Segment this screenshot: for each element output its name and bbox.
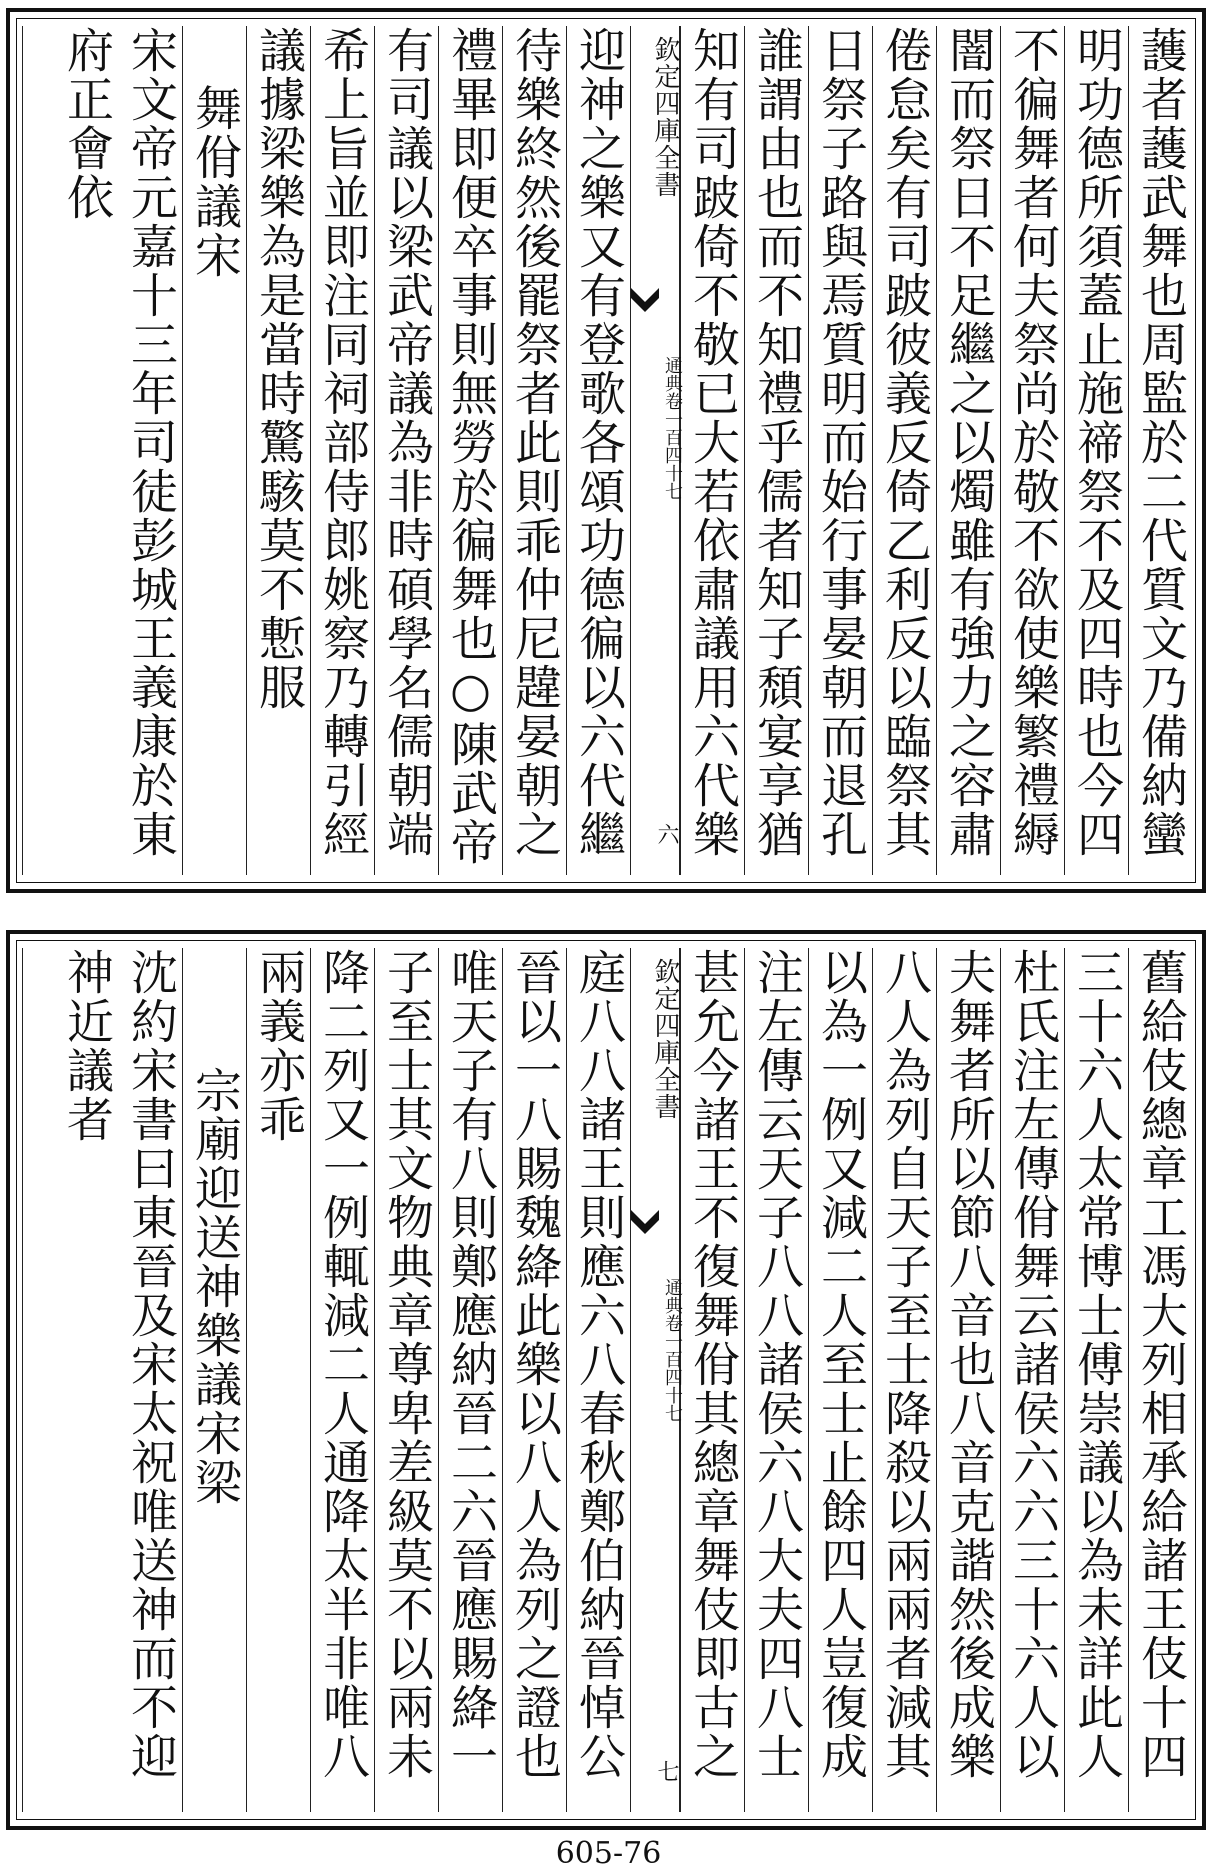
text-column: 不徧舞者何夫祭尚於敬不欲使樂繁禮縟 (1000, 26, 1064, 875)
book-title: 欽定四庫全書 (650, 36, 680, 198)
text-column: 宋文帝元嘉十三年司徒彭城王義康於東府正會依 (22, 26, 182, 875)
text-column: 禮畢即便卒事則無勞於徧舞也○陳武帝 (438, 26, 502, 875)
chapter-label: 通典卷一百四十七 (662, 1278, 683, 1422)
text-column: 日祭子路與焉質明而始行事晏朝而退孔 (808, 26, 872, 875)
fishtail-mark-icon (631, 288, 659, 318)
center-fold (630, 26, 683, 875)
text-column: 降二列又一例輒減二人通降太半非唯八 (310, 948, 374, 1812)
section-heading: 宗廟迎送神樂議宋梁 (182, 948, 246, 1812)
text-column: 沈約宋書曰東晉及宋太祝唯送神而不迎神近議者 (22, 948, 182, 1812)
text-column: 䕶者䕶武舞也周監於二代質文乃備納蠻 (1128, 26, 1192, 875)
text-column: 庭八八諸王則應六八春秋鄭伯納晉悼公 (566, 948, 630, 1812)
text-column: 子至士其文物典章尊卑差級莫不以兩未 (374, 948, 438, 1812)
page-number: 605-76 (555, 1836, 662, 1871)
text-column: 誰謂由也而不知禮乎儒者知子頹宴享猶 (744, 26, 808, 875)
text-column: 知有司跛倚不敬已大若依肅議用六代樂 (680, 26, 744, 875)
folio-number: 六 (654, 823, 679, 845)
fishtail-mark-icon (631, 1210, 659, 1240)
text-column: 以為一例又減二人至士止餘四人豈復成 (808, 948, 872, 1812)
text-column: 闇而祭日不足繼之以燭雖有強力之容肅 (936, 26, 1000, 875)
top-page (6, 8, 1206, 893)
chapter-label: 通典卷一百四十七 (662, 356, 683, 500)
text-column: 甚允今諸王不復舞佾其總章舞伎即古之 (680, 948, 744, 1812)
folio-number: 七 (654, 1760, 679, 1782)
text-column: 唯天子有八則鄭應納晉二六晉應賜絳一 (438, 948, 502, 1812)
text-column: 舊給伎總章工馮大列相承給諸王伎十四 (1128, 948, 1192, 1812)
text-column: 杜氏注左傳佾舞云諸侯六六三十六人以 (1000, 948, 1064, 1812)
text-column: 三十六人太常博士傅崇議以為未詳此人 (1064, 948, 1128, 1812)
text-column: 八人為列自天子至士降殺以兩兩者減其 (872, 948, 936, 1812)
text-column: 注左傳云天子八八諸侯六八大夫四八士 (744, 948, 808, 1812)
text-column: 夫舞者所以節八音也八音克諧然後成樂 (936, 948, 1000, 1812)
section-heading: 舞佾議宋 (182, 26, 246, 875)
book-title: 欽定四庫全書 (650, 958, 680, 1120)
bottom-page (6, 930, 1206, 1830)
center-fold (630, 948, 683, 1812)
text-column: 待樂終然後罷祭者此則乖仲尼韙晏朝之 (502, 26, 566, 875)
text-column: 倦怠矣有司跛彼義反倚乙利反以臨祭其 (872, 26, 936, 875)
text-column: 兩義亦乖 (246, 948, 310, 1812)
text-column: 議據梁樂為是當時驚駭莫不慙服 (246, 26, 310, 875)
text-column: 有司議以梁武帝議為非時碩學名儒朝端 (374, 26, 438, 875)
text-column: 晉以一八賜魏絳此樂以八人為列之證也 (502, 948, 566, 1812)
text-column: 明功德所須蓋止施禘祭不及四時也今四 (1064, 26, 1128, 875)
text-column: 迎神之樂又有登歌各頌功德徧以六代繼 (566, 26, 630, 875)
text-column: 希上旨並即注同祠部侍郎姚察乃轉引經 (310, 26, 374, 875)
